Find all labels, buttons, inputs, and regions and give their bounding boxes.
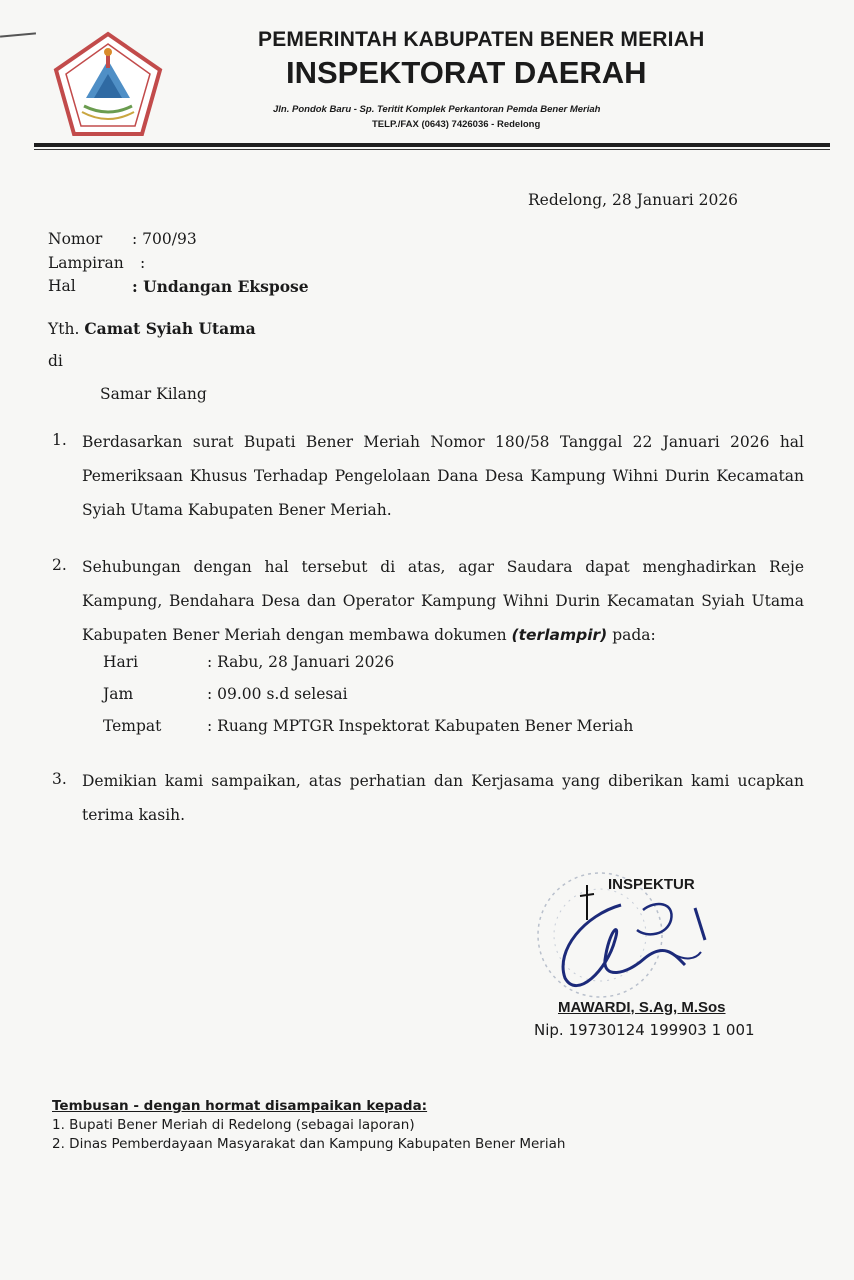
- item-1-text: Berdasarkan surat Bupati Bener Meriah Nomor 180/58 Tanggal 22 Januari 2026 hal Pemeriksaan Khusus Terhadap Pengelolaan Dana Desa Kampung Wihni Durin Kecamatan Syiah Utama Kabupaten Bener Meriah.: [82, 433, 804, 519]
- letterhead-address: Jln. Pondok Baru - Sp. Teritit Komplek Perkantoran Pemda Bener Meriah: [273, 104, 601, 115]
- item-2-emphasis: (terlampir): [511, 626, 608, 644]
- schedule-tempat-value: : Ruang MPTGR Inspektorat Kabupaten Bener Meriah: [207, 717, 634, 735]
- addressee-di: di: [48, 352, 63, 370]
- addressee-salutation: Yth.: [48, 320, 80, 338]
- letterhead-rule-thin: [34, 149, 830, 150]
- schedule-tempat-label: Tempat: [103, 717, 162, 735]
- item-1-number: 1.: [52, 431, 67, 449]
- tembusan-item-1: 1. Bupati Bener Meriah di Redelong (sebagai laporan): [52, 1117, 415, 1133]
- item-2-number: 2.: [52, 556, 67, 574]
- lampiran-label: Lampiran: [48, 254, 124, 272]
- schedule-hari-label: Hari: [103, 653, 139, 671]
- nomor-label: Nomor: [48, 230, 103, 248]
- nomor-value: : 700/93: [132, 230, 197, 248]
- hal-label: Hal: [48, 277, 76, 295]
- letterhead-rule-thick: [34, 143, 830, 147]
- item-3-number: 3.: [52, 770, 67, 788]
- tembusan-item-2: 2. Dinas Pemberdayaan Masyarakat dan Kampung Kabupaten Bener Meriah: [52, 1136, 566, 1152]
- tembusan-heading: Tembusan - dengan hormat disampaikan kepada:: [52, 1098, 428, 1114]
- regency-emblem-icon: [52, 30, 164, 142]
- addressee-line: [48, 319, 256, 338]
- schedule-jam-value: : 09.00 s.d selesai: [207, 685, 348, 703]
- schedule-hari-value: : Rabu, 28 Januari 2026: [207, 653, 395, 671]
- letterhead-agency: INSPEKTORAT DAERAH: [286, 55, 647, 90]
- signatory-title: INSPEKTUR: [608, 876, 695, 893]
- schedule-jam-label: Jam: [103, 685, 134, 703]
- item-2-text-end: pada:: [607, 626, 656, 644]
- hal-value: : Undangan Ekspose: [132, 277, 309, 296]
- signatory-nip: Nip. 19730124 199903 1 001: [534, 1021, 755, 1039]
- stray-mark: [0, 32, 36, 37]
- item-3-text: Demikian kami sampaikan, atas perhatian dan Kerjasama yang diberikan kami ucapkan terima kasih.: [82, 772, 804, 824]
- addressee-name: Camat Syiah Utama: [84, 319, 256, 338]
- lampiran-value: :: [140, 254, 146, 272]
- letter-date: Redelong, 28 Januari 2026: [528, 191, 739, 209]
- letterhead-government: PEMERINTAH KABUPATEN BENER MERIAH: [258, 28, 705, 51]
- letterhead-phone: TELP./FAX (0643) 7426036 - Redelong: [372, 119, 541, 130]
- addressee-place: Samar Kilang: [100, 385, 207, 403]
- signatory-name: MAWARDI, S.Ag, M.Sos: [558, 999, 726, 1016]
- item-2-text-main: Sehubungan dengan hal tersebut di atas, agar Saudara dapat menghadirkan Reje Kampung, Bendahara Desa dan Operator Kampung Wihni Durin Kecamatan Syiah Utama Kabupaten Bener Meriah dengan membawa dokumen: [82, 558, 804, 644]
- item-2-text: [82, 550, 804, 652]
